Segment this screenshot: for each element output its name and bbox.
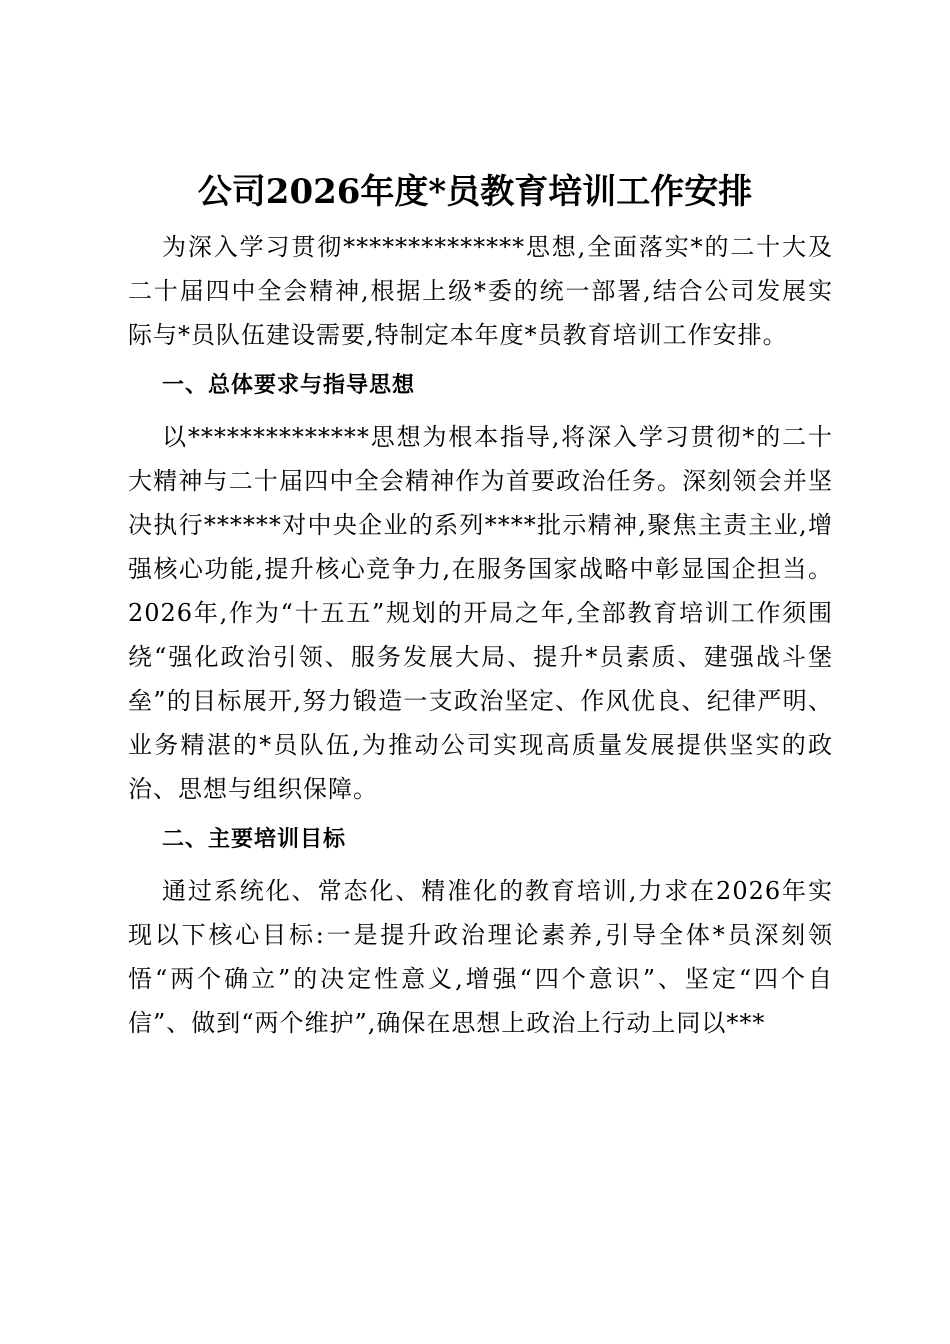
section-2-paragraph: 通过系统化、常态化、精准化的教育培训,力求在2026年实现以下核心目标:一是提升政治理论素养,引导全体*员深刻领悟“两个确立”的决定性意义,增强“四个意识”、坚定“四个自信”、做到“两个维护”,确保在思想上政治上行动上同以*** [128, 877, 833, 1037]
section-1-heading: 一、总体要求与指导思想 [162, 373, 416, 398]
intro-paragraph: 为深入学习贯彻**************思想,全面落实*的二十大及二十届四中全会精神,根据上级*委的统一部署,结合公司发展实际与*员队伍建设需要,特制定本年度*员教育培训工作安排。 [128, 233, 833, 349]
document-body [128, 225, 833, 1052]
section-1-paragraph: 以**************思想为根本指导,将深入学习贯彻*的二十大精神与二十届四中全会精神作为首要政治任务。深刻领会并坚决执行******对中央企业的系列****批示精神,聚焦主责主业,增强核心功能,提升核心竞争力,在服务国家战略中彰显国企担当。2026年,作为“十五五”规划的开局之年,全部教育培训工作须围绕“强化政治引领、服务发展大局、提升*员素质、建强战斗堡垒”的目标展开,努力锻造一支政治坚定、作风优良、纪律严明、业务精湛的*员队伍,为推动公司实现高质量发展提供坚实的政治、思想与组织保障。 [128, 423, 833, 803]
document-title: 公司2026年度*员教育培训工作安排 [197, 172, 753, 212]
section-2-heading: 二、主要培训目标 [162, 827, 347, 852]
